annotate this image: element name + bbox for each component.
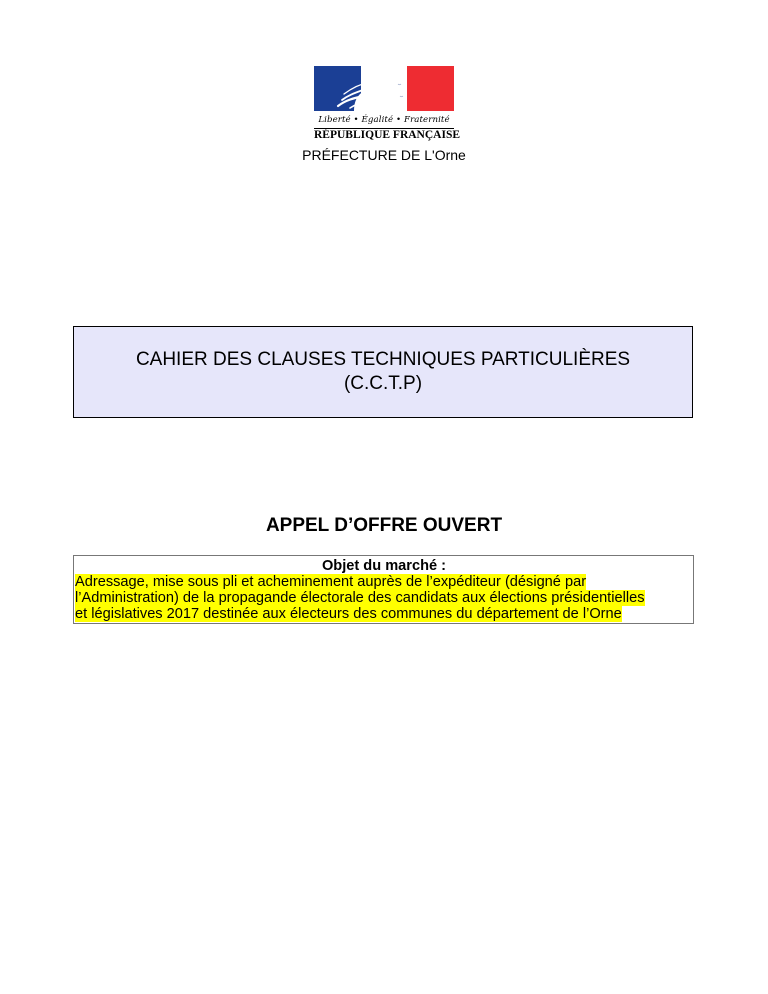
logo-republic-name: RÉPUBLIQUE FRANÇAISE bbox=[314, 129, 461, 141]
republic-logo bbox=[314, 66, 461, 146]
contract-object-line bbox=[75, 574, 693, 590]
tender-type-heading: APPEL D’OFFRE OUVERT bbox=[265, 515, 503, 536]
prefecture-name: PRÉFECTURE DE L'Orne bbox=[302, 147, 466, 163]
highlighted-text: Adressage, mise sous pli et acheminement auprès de l’expéditeur (désigné par bbox=[75, 574, 587, 590]
contract-object-line bbox=[75, 606, 693, 622]
contract-object-heading: Objet du marché : bbox=[321, 558, 447, 574]
highlighted-text: l’Administration) de la propagande électorale des candidats aux élections présidentielles bbox=[75, 590, 645, 606]
logo-motto: Liberté • Égalité • Fraternité bbox=[318, 115, 450, 125]
marianne-logo-icon bbox=[314, 66, 454, 111]
contract-object-box bbox=[73, 555, 694, 624]
highlighted-text: et législatives 2017 destinée aux électeurs des communes du département de l’Orne bbox=[75, 606, 622, 622]
contract-object-line bbox=[75, 590, 693, 606]
document-title-line-1: CAHIER DES CLAUSES TECHNIQUES PARTICULIÈRES bbox=[135, 349, 631, 370]
document-title-box bbox=[73, 326, 693, 418]
document-title-line-2: (C.C.T.P) bbox=[343, 373, 423, 394]
